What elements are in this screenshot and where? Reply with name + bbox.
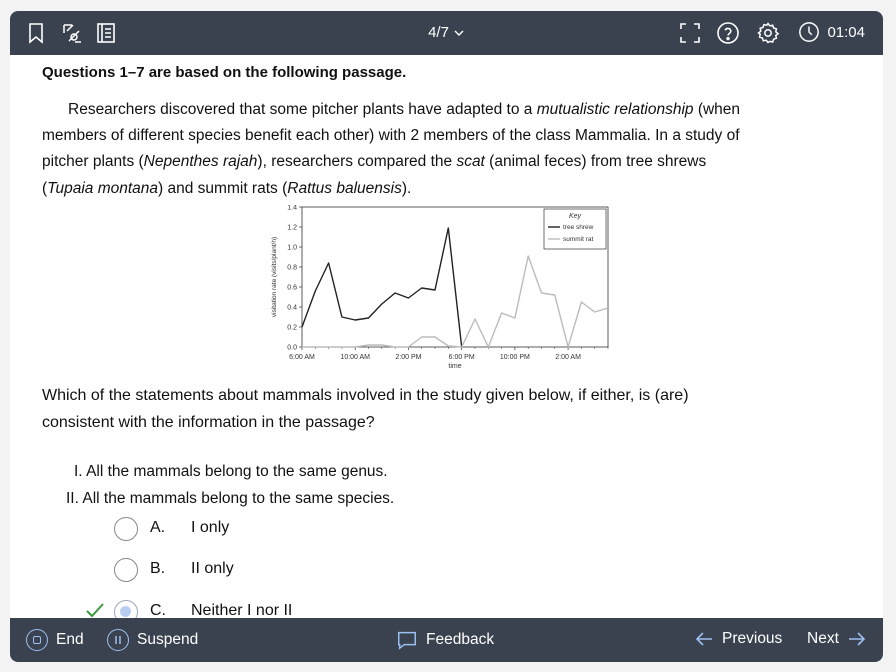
timer[interactable] (798, 21, 865, 43)
x-tick-label: 6:00 AM (289, 354, 315, 361)
passage-text-4: (animal feces) from tree shrews ( (42, 153, 707, 197)
passage-text-3: ), researchers compared the (257, 153, 457, 171)
question-counter-text: 4/7 (428, 24, 449, 41)
y-axis-label: visitation rate (visits/plant/h) (271, 236, 278, 318)
option-a[interactable] (10, 517, 410, 545)
option-a-letter: A. (150, 519, 166, 536)
feedback-label: Feedback (426, 631, 495, 648)
previous-button[interactable] (694, 629, 782, 649)
x-tick-label: 2:00 AM (555, 354, 581, 361)
end-button[interactable] (26, 629, 84, 651)
passage-term-rattus: Rattus baluensis (287, 179, 402, 197)
passage-text-6: ). (401, 179, 412, 197)
option-c-radio[interactable] (114, 600, 138, 618)
visitation-rate-chart (250, 205, 610, 385)
passage-heading: Questions 1–7 are based on the following passage. (42, 64, 407, 81)
y-tick-label: 1.0 (287, 244, 297, 252)
option-c-text: Neither I nor II (191, 602, 293, 618)
passage-term-mutualistic: mutualistic relationship (536, 101, 694, 118)
statement-1: I. All the mammals belong to the same genus. (74, 463, 388, 480)
help-icon[interactable] (716, 21, 740, 45)
y-tick-label: 0.8 (287, 264, 297, 272)
passage-text (42, 97, 742, 202)
option-b-radio[interactable] (114, 558, 138, 582)
option-b-letter: B. (150, 560, 166, 577)
question-counter[interactable] (10, 24, 883, 41)
option-c-letter: C. (150, 602, 166, 618)
question-text: Which of the statements about mammals involved in the study given below, if either, is (are) consistent with the information in the passage? (42, 387, 689, 431)
option-a-radio[interactable] (114, 517, 138, 541)
passage-text-5: ) and summit rats ( (158, 179, 288, 197)
passage-term-scat: scat (456, 153, 485, 171)
option-b-text: II only (191, 560, 234, 577)
statement-2: II. All the mammals belong to the same species. (66, 490, 395, 507)
passage-term-tupaia: Tupaia montana (47, 179, 159, 197)
x-axis-label: time (448, 363, 462, 370)
passage-text-2: (when members of different species benefit each other) with 2 members of the class Mammalia. In a study of pitcher plants ( (42, 101, 741, 171)
clock-icon (798, 21, 820, 43)
series-line-tree-shrew (302, 228, 462, 347)
y-tick-label: 1.4 (287, 205, 297, 212)
x-tick-label: 6:00 PM (448, 354, 475, 361)
suspend-label: Suspend (137, 631, 199, 648)
next-button[interactable] (807, 629, 867, 649)
passage-text-1: Researchers discovered that some pitcher plants have adapted to a (68, 101, 537, 118)
bottom-toolbar (10, 618, 883, 662)
pause-icon (107, 629, 129, 651)
feedback-icon (396, 629, 418, 651)
feedback-button[interactable] (396, 629, 494, 651)
series-line-summit-rat (302, 256, 608, 347)
passage-term-nepenthes: Nepenthes rajah (143, 153, 258, 171)
option-b[interactable] (10, 558, 410, 586)
question-content (10, 55, 883, 618)
arrow-right-icon (847, 629, 867, 649)
y-tick-label: 1.2 (287, 224, 297, 232)
arrow-left-icon (694, 629, 714, 649)
top-toolbar (10, 11, 883, 55)
y-tick-label: 0.2 (287, 324, 297, 332)
option-c[interactable] (10, 600, 410, 618)
next-label: Next (807, 630, 839, 647)
option-a-text: I only (191, 519, 230, 536)
chevron-down-icon (453, 27, 465, 39)
previous-label: Previous (722, 630, 783, 647)
y-tick-label: 0.4 (287, 304, 297, 312)
y-tick-label: 0.6 (287, 284, 297, 292)
legend-title: Key (568, 213, 582, 220)
x-tick-label: 2:00 PM (395, 354, 422, 361)
test-window (10, 11, 883, 662)
end-label: End (56, 631, 84, 648)
x-tick-label: 10:00 PM (499, 354, 530, 361)
end-icon (26, 629, 48, 651)
fullscreen-icon[interactable] (678, 21, 702, 45)
checkmark-icon (84, 600, 106, 618)
settings-icon[interactable] (756, 21, 780, 45)
timer-text: 01:04 (827, 23, 865, 41)
y-tick-label: 0.0 (287, 344, 297, 352)
suspend-button[interactable] (107, 629, 198, 651)
legend-label: tree shrew (563, 224, 594, 231)
legend-label: summit rat (563, 236, 594, 243)
x-tick-label: 10:00 AM (340, 354, 371, 361)
